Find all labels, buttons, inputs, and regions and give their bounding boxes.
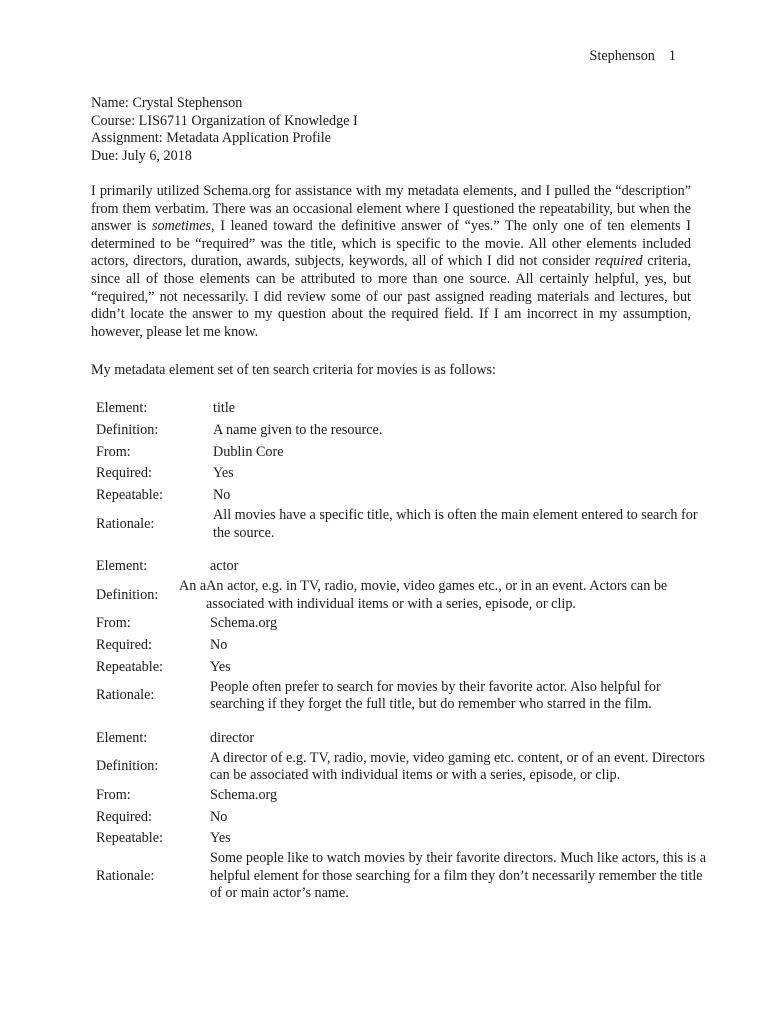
rationale-value: Some people like to watch movies by their favorite directors. Much like actors, this is a helpful element for those searching for a film they don’t necessarily remember the title of or main actor’s name. xyxy=(210,850,707,902)
emphasis-sometimes: sometimes xyxy=(151,218,212,235)
required-label: Required: xyxy=(96,637,152,654)
rationale-value: All movies have a specific title, which is often the main element entered to search for the source. xyxy=(213,506,698,541)
course-line: Course: LIS6711 Organization of Knowledge I xyxy=(91,112,358,129)
page-number: 1 xyxy=(668,48,676,64)
emphasis-required: required xyxy=(594,253,643,270)
from-value: Dublin Core xyxy=(213,443,284,460)
student-name: Name: Crystal Stephenson xyxy=(91,95,243,111)
from-label: From: xyxy=(96,786,131,803)
definition-label: Definition: xyxy=(96,586,159,603)
definition-rest: associated with individual items or with a series, episode, or clip. xyxy=(206,595,576,612)
repeatable-value: Yes xyxy=(210,658,231,675)
element-block-director xyxy=(96,728,716,903)
rationale-value: People often prefer to search for movies by their favorite actor. Also helpful for searching if they forget the full title, but do remember who starred in the film. xyxy=(210,678,661,713)
paragraph-part-2: , I leaned toward the definitive answer of “yes.” The only one of ten elements I determined to be “required” was the title, which is specific to the movie. All other elements included actors, directors, duration, awards, subjects, keywords, all of which I did not consider xyxy=(91,218,691,270)
element-label: Element: xyxy=(96,400,148,417)
definition-value xyxy=(179,578,716,613)
repeatable-value: No xyxy=(213,487,231,504)
repeatable-label: Repeatable: xyxy=(96,487,163,504)
from-value: Schema.org xyxy=(210,615,278,632)
intro-paragraph xyxy=(91,183,691,341)
required-value: No xyxy=(210,637,228,654)
element-value: actor xyxy=(210,558,239,575)
repeatable-label: Repeatable: xyxy=(96,830,163,847)
assignment-line: Assignment: Metadata Application Profile xyxy=(91,130,331,147)
definition-label: Definition: xyxy=(96,421,159,438)
rationale-label: Rationale: xyxy=(96,867,155,884)
element-value: title xyxy=(213,400,236,417)
element-label: Element: xyxy=(96,558,148,575)
running-header xyxy=(589,48,676,66)
paragraph-part-1: I primarily utilized Schema.org for assistance with my metadata elements, and I pulled the “description” from them verbatim. There was an occasional element where I questioned the repeatability, but when the answer is xyxy=(91,183,691,235)
student-info xyxy=(91,95,358,165)
from-label: From: xyxy=(96,443,131,460)
element-list xyxy=(96,398,716,917)
definition-value: A name given to the resource. xyxy=(213,421,383,438)
element-set-intro: My metadata element set of ten search criteria for movies is as follows: xyxy=(91,362,496,378)
paragraph-part-3: criteria, since all of those elements can be attributed to more than one source. All certainly helpful, yes, but “required,” not necessarily. I did review some of our past assigned reading materials and lectures, but didn’t locate the answer to my question about the required field. If I am incorrect in my assumption, however, please let me know. xyxy=(91,253,691,340)
from-value: Schema.org xyxy=(210,786,278,803)
from-label: From: xyxy=(96,615,131,632)
rationale-label: Rationale: xyxy=(96,515,155,532)
element-label: Element: xyxy=(96,729,148,746)
element-block-actor xyxy=(96,556,716,714)
required-value: No xyxy=(210,808,228,825)
required-label: Required: xyxy=(96,808,152,825)
definition-value: A director of e.g. TV, radio, movie, video gaming etc. content, or of an event. Directors can be associated with individual items or with a series, episode, or clip. xyxy=(210,749,705,784)
required-value: Yes xyxy=(213,465,234,482)
definition-lead: An aAn actor, e.g. in TV, radio, movie, video games etc., or in an event. Actors can be xyxy=(179,577,668,594)
repeatable-value: Yes xyxy=(210,830,231,847)
required-label: Required: xyxy=(96,465,152,482)
rationale-label: Rationale: xyxy=(96,687,155,704)
element-value: director xyxy=(210,729,255,746)
definition-label: Definition: xyxy=(96,758,159,775)
element-block-title xyxy=(96,398,716,542)
repeatable-label: Repeatable: xyxy=(96,658,163,675)
header-name: Stephenson xyxy=(589,48,655,64)
due-date-line: Due: July 6, 2018 xyxy=(91,147,192,164)
